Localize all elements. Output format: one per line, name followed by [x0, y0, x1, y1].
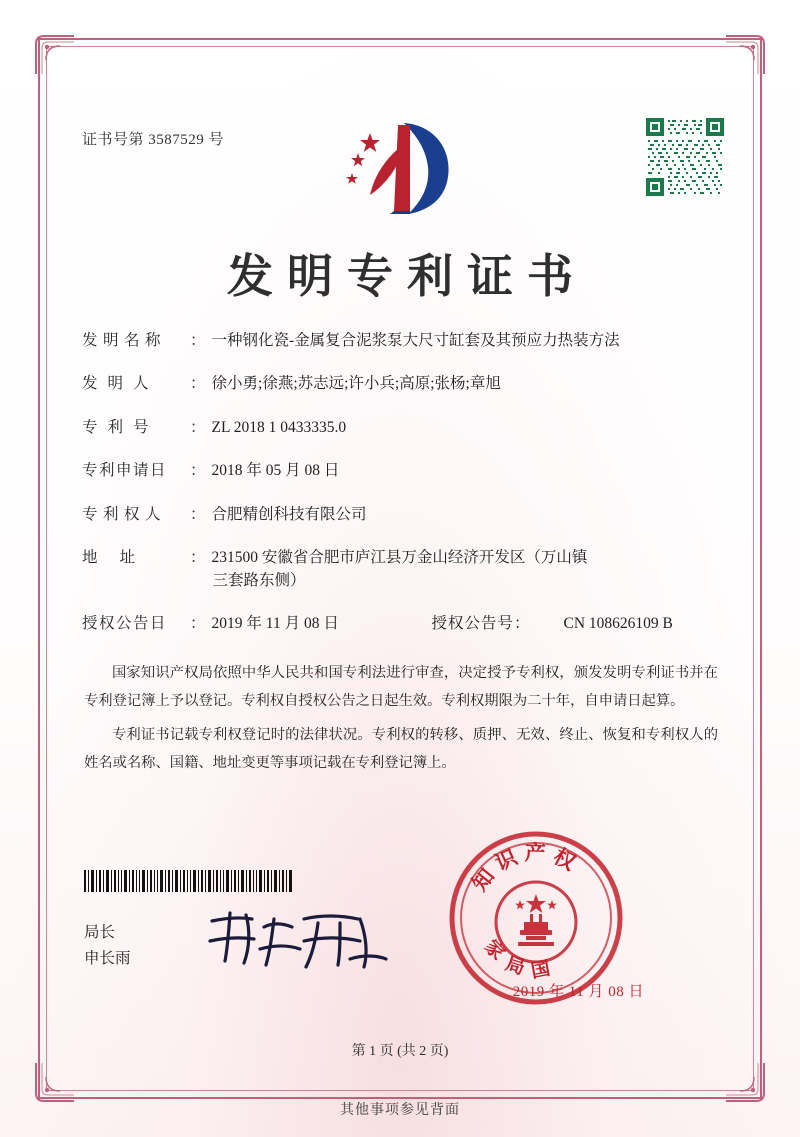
svg-text:家局国: 家局国 — [480, 935, 562, 983]
field-colon: ： — [190, 505, 206, 523]
signature-block — [84, 920, 131, 971]
field-colon: ： — [190, 418, 206, 436]
address-line-2: 三套路东侧） — [212, 571, 306, 589]
publication-number-value: CN 108626109 B — [563, 615, 673, 633]
address-line-1: 231500 安徽省合肥市庐江县万金山经济开发区（万山镇 — [211, 549, 588, 567]
legal-text — [84, 660, 718, 784]
footer-note: 其他事项参见背面 — [340, 1103, 460, 1118]
field-value — [206, 547, 720, 592]
signature-name-label: 申长雨 — [84, 949, 131, 967]
field-label: 发明名称 — [82, 332, 167, 349]
field-label: 地址 — [82, 549, 158, 567]
field-label: 专利申请日 — [82, 462, 168, 480]
publication-number-label: 授权公告号： — [431, 615, 531, 633]
page-title: 发明专利证书 — [227, 249, 587, 303]
field-application-date — [82, 460, 720, 482]
field-address — [82, 547, 720, 592]
legal-paragraph-2: 专利证书记载专利权登记时的法律状况。专利权的转移、质押、无效、终止、恢复和专利权人的姓名或名称、国籍、地址变更等事项记载在专利登记簿上。 — [84, 726, 718, 771]
signature-role-label: 局长 — [84, 924, 116, 941]
cnipa-logo-icon — [330, 115, 470, 220]
qr-code-icon — [646, 118, 724, 196]
page-number: 第 1 页 (共 2 页) — [351, 1044, 449, 1059]
field-colon: ： — [190, 462, 206, 480]
field-label: 发明人 — [82, 375, 159, 393]
field-publication — [82, 613, 720, 635]
field-colon: ： — [190, 332, 206, 349]
publication-date-value: 2019 年 11 月 08 日 — [211, 615, 339, 633]
corner-ornament-icon — [724, 34, 766, 76]
handwritten-signature-icon — [200, 905, 400, 975]
field-value: 合肥精创科技有限公司 — [211, 505, 367, 523]
field-patentee — [82, 504, 720, 526]
field-label: 专利号 — [82, 418, 159, 436]
field-label: 授权公告日 — [82, 615, 168, 633]
field-invention-name — [82, 330, 720, 352]
field-value: ZL 2018 1 0433335.0 — [211, 418, 347, 436]
certificate-fields — [82, 330, 720, 657]
corner-ornament-icon — [724, 1061, 766, 1103]
svg-text:知识产权: 知识产权 — [466, 839, 586, 896]
seal-date: 2019 年 11 月 08 日 — [512, 984, 644, 1000]
field-colon: ： — [190, 615, 206, 633]
field-patent-number — [82, 417, 720, 439]
field-value: 2018 年 05 月 08 日 — [211, 462, 340, 480]
field-value: 徐小勇;徐燕;苏志远;许小兵;高原;张杨;章旭 — [211, 375, 501, 393]
barcode-icon — [84, 870, 294, 892]
field-inventors — [82, 373, 720, 395]
certificate-number: 证书号第 3587529 号 — [82, 132, 225, 148]
field-colon: ： — [190, 549, 206, 567]
field-colon: ： — [190, 375, 206, 393]
field-value: 一种钢化瓷-金属复合泥浆泵大尺寸缸套及其预应力热装方法 — [211, 332, 620, 349]
field-label: 专利权人 — [82, 505, 167, 523]
legal-paragraph-1: 国家知识产权局依照中华人民共和国专利法进行审查，决定授予专利权，颁发发明专利证书并在专利登记簿上予以登记。专利权自授权公告之日起生效。专利权期限为二十年，自申请日起算。 — [84, 665, 718, 709]
certificate-content — [70, 60, 730, 1118]
